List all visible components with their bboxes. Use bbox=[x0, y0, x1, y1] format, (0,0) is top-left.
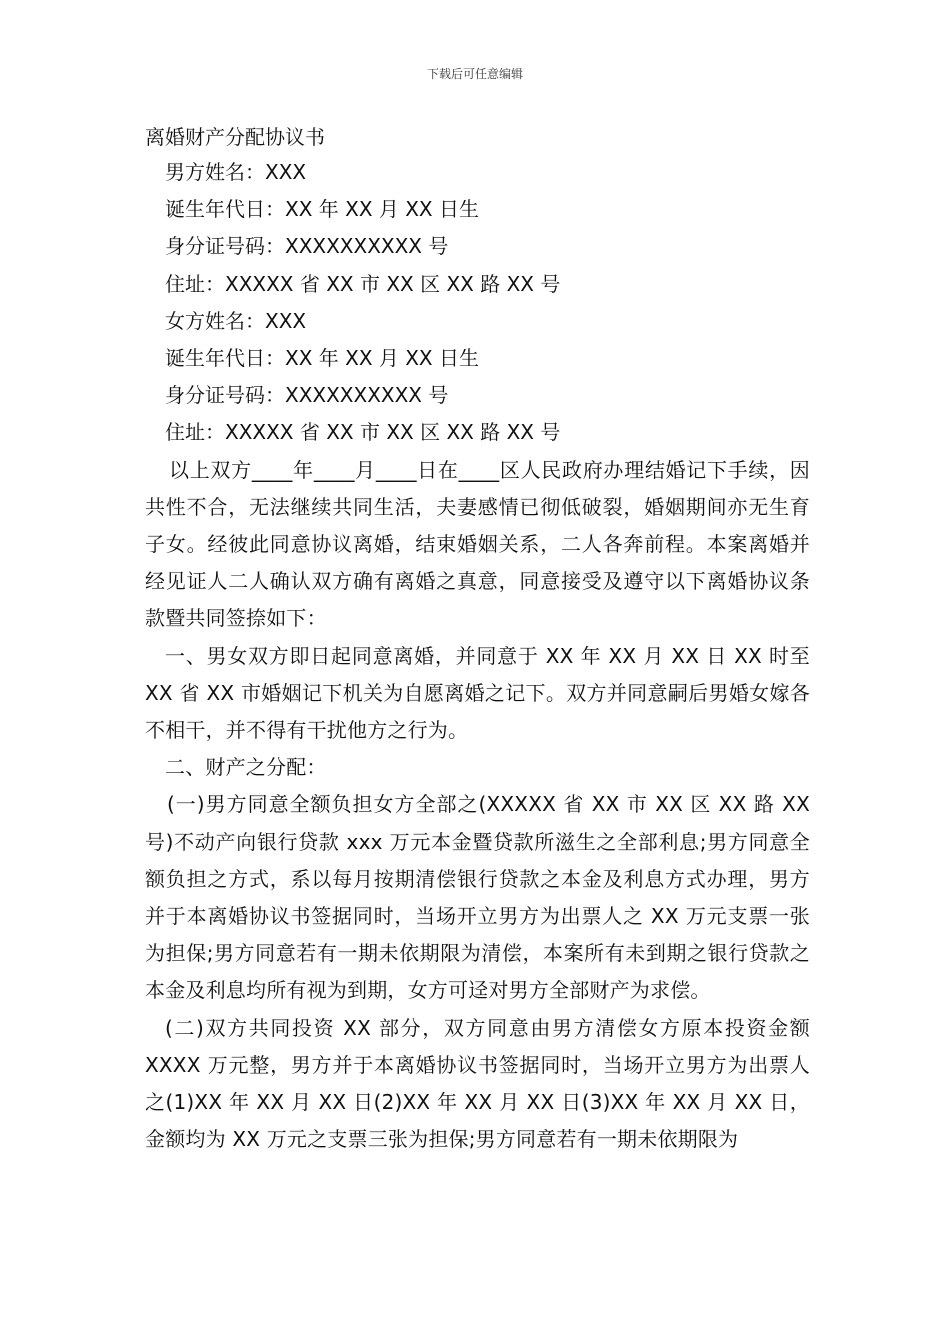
document-body bbox=[145, 122, 810, 1158]
clause-2-heading: 二、财产之分配： bbox=[165, 755, 327, 780]
wife-address-field: 住址：XXXXX 省 XX 市 XX 区 XX 路 XX 号 bbox=[165, 420, 561, 445]
clause-1-paragraph: 一、男女双方即日起同意离婚，并同意于 XX 年 XX 月 XX 日 XX 时至 XX 省 XX 市婚姻记下机关为自愿离婚之记下。双方并同意嗣后男婚女嫁各不相干，并不得有干扰他方之行为。 bbox=[145, 643, 810, 742]
intro-paragraph: 以上双方____年____月____日在____区人民政府办理结婚记下手续，因共性不合，无法继续共同生活，夫妻感情已彻低破裂，婚姻期间亦无生育子女。经彼此同意协议离婚，结束婚姻关系，二人各奔前程。本案离婚并经见证人二人确认双方确有离婚之真意，同意接受及遵守以下离婚协议条款暨共同签捺如下： bbox=[145, 457, 810, 631]
husband-birthdate-field: 诞生年代日：XX 年 XX 月 XX 日生 bbox=[165, 197, 479, 222]
clause-2-2-paragraph: (二)双方共同投资 XX 部分，双方同意由男方清偿女方原本投资金额 XXXX 万元整，男方并于本离婚协议书签据同时，当场开立男方为出票人之(1)XX 年 XX 月 XX 日(2)XX 年 XX 月 XX 日(3)XX 年 XX 月 XX 日，金额均为 XX 万元之支票三张为担保;男方同意若有一期未依期限为 bbox=[145, 1015, 810, 1152]
husband-id-field: 身分证号码：XXXXXXXXXX 号 bbox=[165, 234, 449, 259]
page-header: 下载后可任意编辑 bbox=[426, 67, 523, 81]
wife-birthdate-field: 诞生年代日：XX 年 XX 月 XX 日生 bbox=[165, 345, 479, 370]
wife-name-field: 女方姓名：XXX bbox=[165, 308, 307, 333]
husband-name-field: 男方姓名：XXX bbox=[165, 160, 307, 184]
document-title: 离婚财产分配协议书 bbox=[145, 125, 325, 149]
wife-id-field: 身分证号码：XXXXXXXXXX 号 bbox=[165, 383, 449, 408]
clause-2-1-paragraph: (一)男方同意全额负担女方全部之(XXXXX 省 XX 市 XX 区 XX 路 XX 号)不动产向银行贷款 xxx 万元本金暨贷款所滋生之全部利息;男方同意全额负担之方式，系以每月按期清偿银行贷款之本金及利息方式办理，男方并于本离婚协议书签据同时，当场开立男方为出票人之 XX 万元支票一张为担保;男方同意若有一期未依期限为清偿，本案所有未到期之银行贷款之本金及利息均所有视为到期，女方可迳对男方全部财产为求偿。 bbox=[145, 792, 810, 1003]
husband-address-field: 住址：XXXXX 省 XX 市 XX 区 XX 路 XX 号 bbox=[165, 271, 561, 296]
